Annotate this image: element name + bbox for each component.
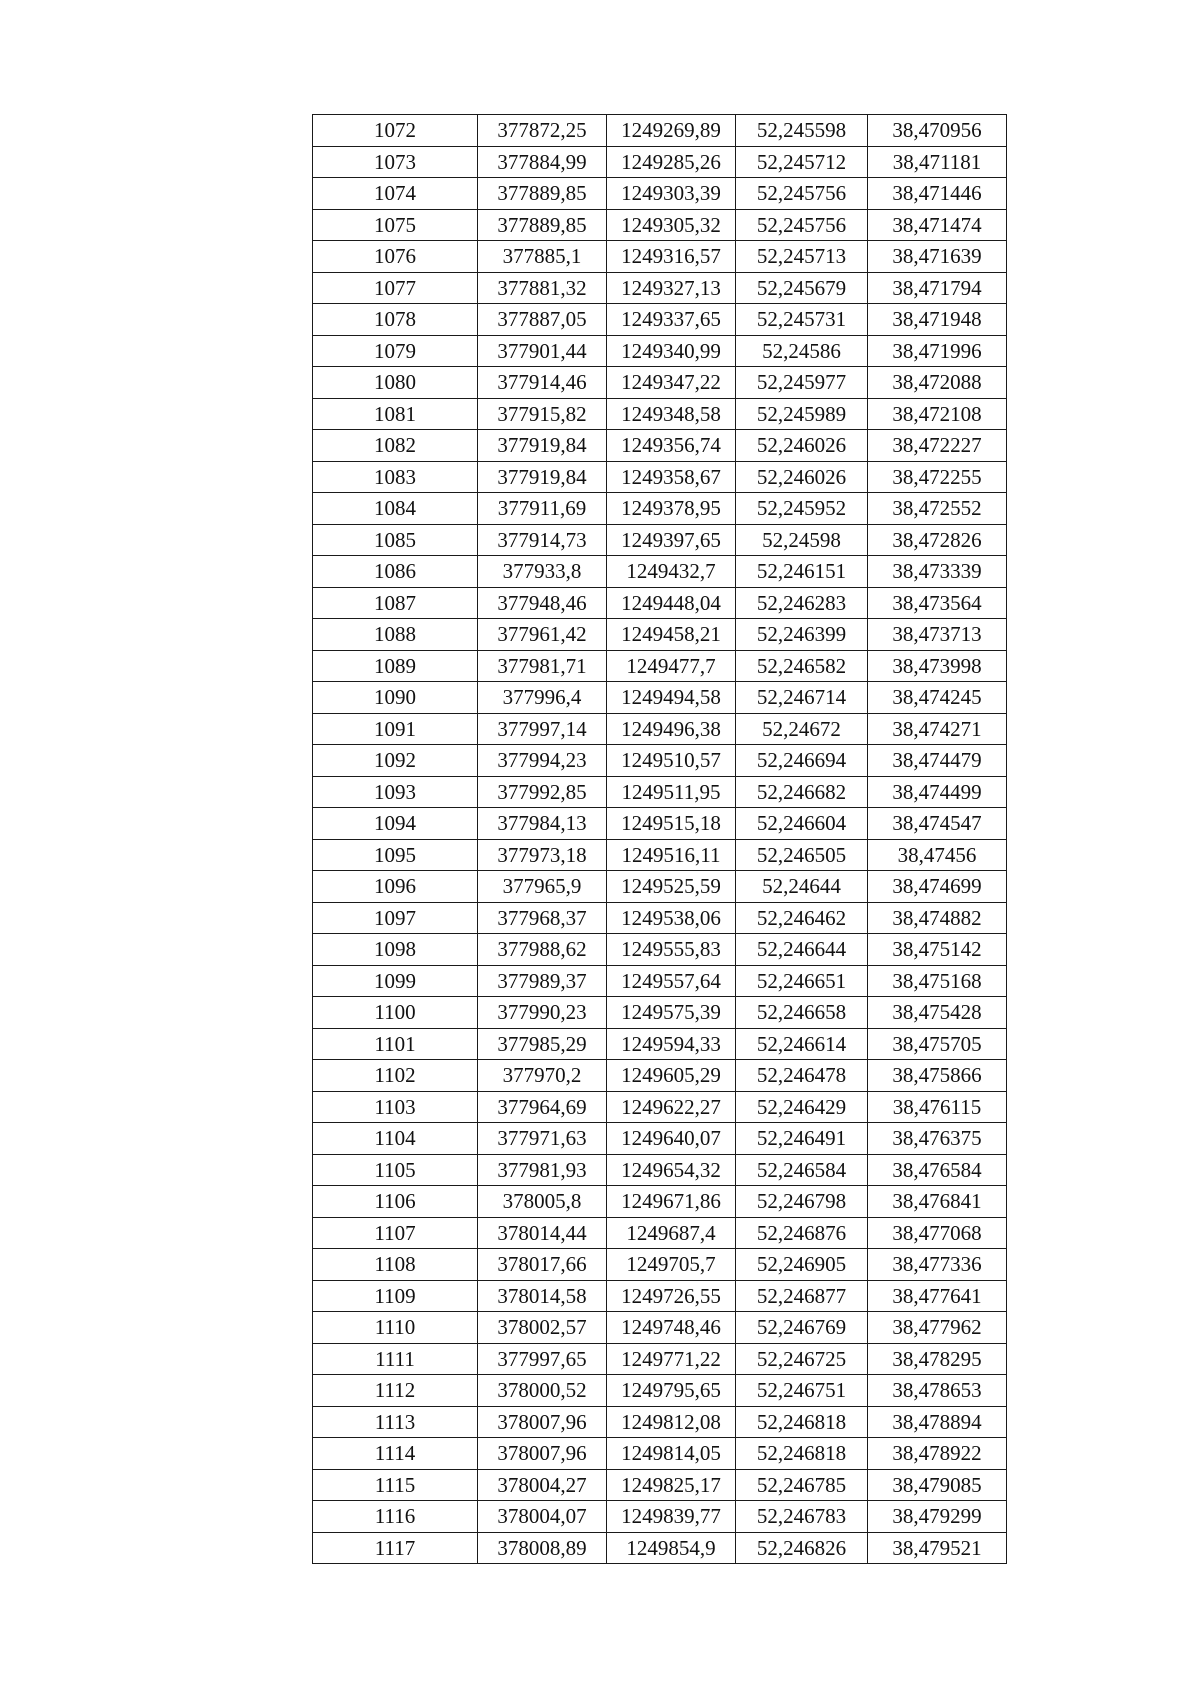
y-coordinate-cell: 1249305,32: [607, 209, 736, 241]
y-coordinate-cell: 1249378,95: [607, 493, 736, 525]
point-number-cell: 1108: [313, 1249, 478, 1281]
table-row: [313, 272, 1007, 304]
table-row: [313, 1343, 1007, 1375]
point-number-cell: 1085: [313, 524, 478, 556]
point-number-cell: 1081: [313, 398, 478, 430]
longitude-cell: 38,471446: [868, 178, 1007, 210]
y-coordinate-cell: 1249303,39: [607, 178, 736, 210]
y-coordinate-cell: 1249726,55: [607, 1280, 736, 1312]
y-coordinate-cell: 1249812,08: [607, 1406, 736, 1438]
y-coordinate-cell: 1249340,99: [607, 335, 736, 367]
point-number-cell: 1116: [313, 1501, 478, 1533]
x-coordinate-cell: 377965,9: [478, 871, 607, 903]
longitude-cell: 38,474882: [868, 902, 1007, 934]
y-coordinate-cell: 1249671,86: [607, 1186, 736, 1218]
table-row: [313, 1280, 1007, 1312]
latitude-cell: 52,245598: [736, 115, 868, 147]
longitude-cell: 38,475866: [868, 1060, 1007, 1092]
x-coordinate-cell: 378017,66: [478, 1249, 607, 1281]
table-row: [313, 587, 1007, 619]
x-coordinate-cell: 377919,84: [478, 430, 607, 462]
x-coordinate-cell: 377887,05: [478, 304, 607, 336]
longitude-cell: 38,475142: [868, 934, 1007, 966]
point-number-cell: 1107: [313, 1217, 478, 1249]
point-number-cell: 1115: [313, 1469, 478, 1501]
point-number-cell: 1086: [313, 556, 478, 588]
x-coordinate-cell: 377889,85: [478, 209, 607, 241]
point-number-cell: 1113: [313, 1406, 478, 1438]
x-coordinate-cell: 378004,07: [478, 1501, 607, 1533]
latitude-cell: 52,246614: [736, 1028, 868, 1060]
longitude-cell: 38,470956: [868, 115, 1007, 147]
latitude-cell: 52,246876: [736, 1217, 868, 1249]
latitude-cell: 52,245952: [736, 493, 868, 525]
longitude-cell: 38,477068: [868, 1217, 1007, 1249]
point-number-cell: 1095: [313, 839, 478, 871]
point-number-cell: 1096: [313, 871, 478, 903]
point-number-cell: 1077: [313, 272, 478, 304]
longitude-cell: 38,474547: [868, 808, 1007, 840]
longitude-cell: 38,472255: [868, 461, 1007, 493]
y-coordinate-cell: 1249795,65: [607, 1375, 736, 1407]
table-row: [313, 745, 1007, 777]
y-coordinate-cell: 1249748,46: [607, 1312, 736, 1344]
longitude-cell: 38,47456: [868, 839, 1007, 871]
y-coordinate-cell: 1249557,64: [607, 965, 736, 997]
longitude-cell: 38,471474: [868, 209, 1007, 241]
y-coordinate-cell: 1249347,22: [607, 367, 736, 399]
longitude-cell: 38,475705: [868, 1028, 1007, 1060]
point-number-cell: 1111: [313, 1343, 478, 1375]
y-coordinate-cell: 1249348,58: [607, 398, 736, 430]
table-row: [313, 398, 1007, 430]
x-coordinate-cell: 377915,82: [478, 398, 607, 430]
longitude-cell: 38,478653: [868, 1375, 1007, 1407]
longitude-cell: 38,476115: [868, 1091, 1007, 1123]
latitude-cell: 52,246582: [736, 650, 868, 682]
y-coordinate-cell: 1249515,18: [607, 808, 736, 840]
x-coordinate-cell: 378008,89: [478, 1532, 607, 1564]
point-number-cell: 1076: [313, 241, 478, 273]
y-coordinate-cell: 1249448,04: [607, 587, 736, 619]
latitude-cell: 52,246584: [736, 1154, 868, 1186]
latitude-cell: 52,246462: [736, 902, 868, 934]
longitude-cell: 38,471794: [868, 272, 1007, 304]
point-number-cell: 1075: [313, 209, 478, 241]
longitude-cell: 38,476375: [868, 1123, 1007, 1155]
point-number-cell: 1078: [313, 304, 478, 336]
longitude-cell: 38,478295: [868, 1343, 1007, 1375]
x-coordinate-cell: 377914,73: [478, 524, 607, 556]
latitude-cell: 52,246478: [736, 1060, 868, 1092]
table-row: [313, 335, 1007, 367]
table-row: [313, 1060, 1007, 1092]
table-row: [313, 934, 1007, 966]
table-row: [313, 524, 1007, 556]
x-coordinate-cell: 377884,99: [478, 146, 607, 178]
longitude-cell: 38,474499: [868, 776, 1007, 808]
table-row: [313, 619, 1007, 651]
table-row: [313, 808, 1007, 840]
y-coordinate-cell: 1249458,21: [607, 619, 736, 651]
y-coordinate-cell: 1249358,67: [607, 461, 736, 493]
point-number-cell: 1100: [313, 997, 478, 1029]
table-row: [313, 1028, 1007, 1060]
x-coordinate-cell: 378002,57: [478, 1312, 607, 1344]
latitude-cell: 52,246826: [736, 1532, 868, 1564]
x-coordinate-cell: 377914,46: [478, 367, 607, 399]
latitude-cell: 52,246751: [736, 1375, 868, 1407]
x-coordinate-cell: 378004,27: [478, 1469, 607, 1501]
point-number-cell: 1090: [313, 682, 478, 714]
latitude-cell: 52,245756: [736, 209, 868, 241]
latitude-cell: 52,245713: [736, 241, 868, 273]
x-coordinate-cell: 377989,37: [478, 965, 607, 997]
latitude-cell: 52,24598: [736, 524, 868, 556]
longitude-cell: 38,479085: [868, 1469, 1007, 1501]
y-coordinate-cell: 1249494,58: [607, 682, 736, 714]
x-coordinate-cell: 378005,8: [478, 1186, 607, 1218]
latitude-cell: 52,245679: [736, 272, 868, 304]
table-row: [313, 871, 1007, 903]
longitude-cell: 38,477336: [868, 1249, 1007, 1281]
y-coordinate-cell: 1249705,7: [607, 1249, 736, 1281]
x-coordinate-cell: 377881,32: [478, 272, 607, 304]
x-coordinate-cell: 378014,44: [478, 1217, 607, 1249]
point-number-cell: 1084: [313, 493, 478, 525]
point-number-cell: 1079: [313, 335, 478, 367]
table-row: [313, 713, 1007, 745]
table-row: [313, 1217, 1007, 1249]
x-coordinate-cell: 377968,37: [478, 902, 607, 934]
longitude-cell: 38,474245: [868, 682, 1007, 714]
table-row: [313, 493, 1007, 525]
y-coordinate-cell: 1249814,05: [607, 1438, 736, 1470]
longitude-cell: 38,478922: [868, 1438, 1007, 1470]
longitude-cell: 38,473998: [868, 650, 1007, 682]
x-coordinate-cell: 377981,71: [478, 650, 607, 682]
table-row: [313, 1406, 1007, 1438]
table-row: [313, 965, 1007, 997]
longitude-cell: 38,471996: [868, 335, 1007, 367]
table-row: [313, 178, 1007, 210]
table-row: [313, 1438, 1007, 1470]
x-coordinate-cell: 377961,42: [478, 619, 607, 651]
y-coordinate-cell: 1249510,57: [607, 745, 736, 777]
latitude-cell: 52,246714: [736, 682, 868, 714]
y-coordinate-cell: 1249269,89: [607, 115, 736, 147]
point-number-cell: 1099: [313, 965, 478, 997]
y-coordinate-cell: 1249605,29: [607, 1060, 736, 1092]
latitude-cell: 52,246658: [736, 997, 868, 1029]
table-row: [313, 1154, 1007, 1186]
point-number-cell: 1087: [313, 587, 478, 619]
y-coordinate-cell: 1249839,77: [607, 1501, 736, 1533]
point-number-cell: 1082: [313, 430, 478, 462]
latitude-cell: 52,246026: [736, 461, 868, 493]
point-number-cell: 1089: [313, 650, 478, 682]
latitude-cell: 52,246505: [736, 839, 868, 871]
x-coordinate-cell: 377889,85: [478, 178, 607, 210]
longitude-cell: 38,471639: [868, 241, 1007, 273]
longitude-cell: 38,474699: [868, 871, 1007, 903]
x-coordinate-cell: 378014,58: [478, 1280, 607, 1312]
x-coordinate-cell: 377985,29: [478, 1028, 607, 1060]
latitude-cell: 52,246429: [736, 1091, 868, 1123]
table-row: [313, 556, 1007, 588]
longitude-cell: 38,479521: [868, 1532, 1007, 1564]
x-coordinate-cell: 377885,1: [478, 241, 607, 273]
x-coordinate-cell: 377933,8: [478, 556, 607, 588]
longitude-cell: 38,479299: [868, 1501, 1007, 1533]
y-coordinate-cell: 1249538,06: [607, 902, 736, 934]
y-coordinate-cell: 1249654,32: [607, 1154, 736, 1186]
longitude-cell: 38,471948: [868, 304, 1007, 336]
table-row: [313, 367, 1007, 399]
longitude-cell: 38,471181: [868, 146, 1007, 178]
latitude-cell: 52,246491: [736, 1123, 868, 1155]
coordinates-table-body: [313, 115, 1007, 1564]
x-coordinate-cell: 377984,13: [478, 808, 607, 840]
point-number-cell: 1072: [313, 115, 478, 147]
latitude-cell: 52,246877: [736, 1280, 868, 1312]
latitude-cell: 52,245731: [736, 304, 868, 336]
point-number-cell: 1112: [313, 1375, 478, 1407]
latitude-cell: 52,246769: [736, 1312, 868, 1344]
table-row: [313, 1123, 1007, 1155]
latitude-cell: 52,246283: [736, 587, 868, 619]
latitude-cell: 52,246818: [736, 1438, 868, 1470]
latitude-cell: 52,246785: [736, 1469, 868, 1501]
table-row: [313, 997, 1007, 1029]
latitude-cell: 52,24644: [736, 871, 868, 903]
table-row: [313, 304, 1007, 336]
longitude-cell: 38,475428: [868, 997, 1007, 1029]
y-coordinate-cell: 1249687,4: [607, 1217, 736, 1249]
x-coordinate-cell: 377994,23: [478, 745, 607, 777]
longitude-cell: 38,477641: [868, 1280, 1007, 1312]
latitude-cell: 52,245977: [736, 367, 868, 399]
table-row: [313, 209, 1007, 241]
point-number-cell: 1094: [313, 808, 478, 840]
table-row: [313, 902, 1007, 934]
longitude-cell: 38,472552: [868, 493, 1007, 525]
y-coordinate-cell: 1249477,7: [607, 650, 736, 682]
y-coordinate-cell: 1249555,83: [607, 934, 736, 966]
point-number-cell: 1101: [313, 1028, 478, 1060]
latitude-cell: 52,246682: [736, 776, 868, 808]
table-row: [313, 1532, 1007, 1564]
point-number-cell: 1102: [313, 1060, 478, 1092]
latitude-cell: 52,24586: [736, 335, 868, 367]
table-row: [313, 1091, 1007, 1123]
longitude-cell: 38,474479: [868, 745, 1007, 777]
longitude-cell: 38,473713: [868, 619, 1007, 651]
table-row: [313, 1469, 1007, 1501]
longitude-cell: 38,472826: [868, 524, 1007, 556]
x-coordinate-cell: 377872,25: [478, 115, 607, 147]
point-number-cell: 1083: [313, 461, 478, 493]
y-coordinate-cell: 1249622,27: [607, 1091, 736, 1123]
latitude-cell: 52,245756: [736, 178, 868, 210]
longitude-cell: 38,472088: [868, 367, 1007, 399]
point-number-cell: 1092: [313, 745, 478, 777]
point-number-cell: 1105: [313, 1154, 478, 1186]
point-number-cell: 1080: [313, 367, 478, 399]
longitude-cell: 38,473564: [868, 587, 1007, 619]
y-coordinate-cell: 1249285,26: [607, 146, 736, 178]
x-coordinate-cell: 377996,4: [478, 682, 607, 714]
x-coordinate-cell: 378007,96: [478, 1438, 607, 1470]
latitude-cell: 52,246818: [736, 1406, 868, 1438]
latitude-cell: 52,246798: [736, 1186, 868, 1218]
x-coordinate-cell: 377988,62: [478, 934, 607, 966]
y-coordinate-cell: 1249337,65: [607, 304, 736, 336]
y-coordinate-cell: 1249640,07: [607, 1123, 736, 1155]
table-row: [313, 1186, 1007, 1218]
y-coordinate-cell: 1249432,7: [607, 556, 736, 588]
point-number-cell: 1098: [313, 934, 478, 966]
latitude-cell: 52,245712: [736, 146, 868, 178]
x-coordinate-cell: 377919,84: [478, 461, 607, 493]
y-coordinate-cell: 1249575,39: [607, 997, 736, 1029]
latitude-cell: 52,245989: [736, 398, 868, 430]
longitude-cell: 38,476584: [868, 1154, 1007, 1186]
x-coordinate-cell: 377971,63: [478, 1123, 607, 1155]
point-number-cell: 1109: [313, 1280, 478, 1312]
coordinates-table: [312, 114, 1007, 1564]
y-coordinate-cell: 1249771,22: [607, 1343, 736, 1375]
latitude-cell: 52,24672: [736, 713, 868, 745]
latitude-cell: 52,246725: [736, 1343, 868, 1375]
table-row: [313, 461, 1007, 493]
x-coordinate-cell: 377964,69: [478, 1091, 607, 1123]
point-number-cell: 1073: [313, 146, 478, 178]
y-coordinate-cell: 1249356,74: [607, 430, 736, 462]
x-coordinate-cell: 377948,46: [478, 587, 607, 619]
x-coordinate-cell: 377911,69: [478, 493, 607, 525]
point-number-cell: 1110: [313, 1312, 478, 1344]
y-coordinate-cell: 1249511,95: [607, 776, 736, 808]
y-coordinate-cell: 1249854,9: [607, 1532, 736, 1564]
latitude-cell: 52,246151: [736, 556, 868, 588]
point-number-cell: 1104: [313, 1123, 478, 1155]
y-coordinate-cell: 1249525,59: [607, 871, 736, 903]
x-coordinate-cell: 378000,52: [478, 1375, 607, 1407]
table-row: [313, 776, 1007, 808]
y-coordinate-cell: 1249825,17: [607, 1469, 736, 1501]
latitude-cell: 52,246604: [736, 808, 868, 840]
table-row: [313, 115, 1007, 147]
point-number-cell: 1117: [313, 1532, 478, 1564]
table-row: [313, 1249, 1007, 1281]
y-coordinate-cell: 1249516,11: [607, 839, 736, 871]
latitude-cell: 52,246644: [736, 934, 868, 966]
latitude-cell: 52,246651: [736, 965, 868, 997]
longitude-cell: 38,475168: [868, 965, 1007, 997]
table-row: [313, 682, 1007, 714]
latitude-cell: 52,246026: [736, 430, 868, 462]
longitude-cell: 38,472227: [868, 430, 1007, 462]
y-coordinate-cell: 1249496,38: [607, 713, 736, 745]
longitude-cell: 38,472108: [868, 398, 1007, 430]
point-number-cell: 1114: [313, 1438, 478, 1470]
table-row: [313, 1501, 1007, 1533]
table-row: [313, 839, 1007, 871]
point-number-cell: 1088: [313, 619, 478, 651]
point-number-cell: 1097: [313, 902, 478, 934]
table-row: [313, 650, 1007, 682]
latitude-cell: 52,246694: [736, 745, 868, 777]
x-coordinate-cell: 378007,96: [478, 1406, 607, 1438]
point-number-cell: 1091: [313, 713, 478, 745]
x-coordinate-cell: 377981,93: [478, 1154, 607, 1186]
y-coordinate-cell: 1249397,65: [607, 524, 736, 556]
y-coordinate-cell: 1249594,33: [607, 1028, 736, 1060]
table-row: [313, 430, 1007, 462]
x-coordinate-cell: 377997,65: [478, 1343, 607, 1375]
point-number-cell: 1103: [313, 1091, 478, 1123]
latitude-cell: 52,246399: [736, 619, 868, 651]
y-coordinate-cell: 1249316,57: [607, 241, 736, 273]
longitude-cell: 38,478894: [868, 1406, 1007, 1438]
x-coordinate-cell: 377901,44: [478, 335, 607, 367]
longitude-cell: 38,474271: [868, 713, 1007, 745]
x-coordinate-cell: 377997,14: [478, 713, 607, 745]
table-row: [313, 241, 1007, 273]
table-row: [313, 146, 1007, 178]
table-row: [313, 1375, 1007, 1407]
point-number-cell: 1093: [313, 776, 478, 808]
longitude-cell: 38,477962: [868, 1312, 1007, 1344]
point-number-cell: 1106: [313, 1186, 478, 1218]
x-coordinate-cell: 377970,2: [478, 1060, 607, 1092]
point-number-cell: 1074: [313, 178, 478, 210]
y-coordinate-cell: 1249327,13: [607, 272, 736, 304]
latitude-cell: 52,246905: [736, 1249, 868, 1281]
longitude-cell: 38,473339: [868, 556, 1007, 588]
x-coordinate-cell: 377973,18: [478, 839, 607, 871]
x-coordinate-cell: 377992,85: [478, 776, 607, 808]
latitude-cell: 52,246783: [736, 1501, 868, 1533]
table-row: [313, 1312, 1007, 1344]
longitude-cell: 38,476841: [868, 1186, 1007, 1218]
x-coordinate-cell: 377990,23: [478, 997, 607, 1029]
